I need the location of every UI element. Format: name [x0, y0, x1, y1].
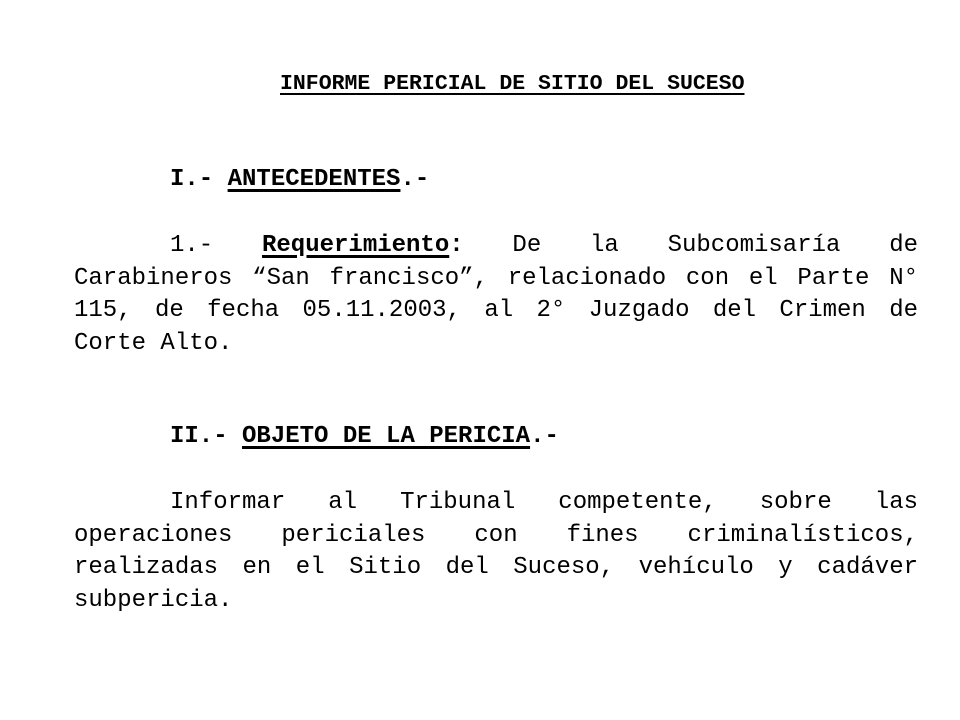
item-label: Requerimiento	[262, 232, 450, 259]
section-heading-suffix: .-	[400, 166, 430, 193]
paragraph-objeto: Informar al Tribunal competente, sobre las operaciones periciales con fines criminalísticos, realizadas en el Sitio del Suceso, vehículo y cadáver subpericia.	[74, 489, 918, 614]
item-number: 1.-	[170, 232, 262, 259]
item-colon: :	[449, 232, 464, 259]
section-number: II.-	[170, 423, 243, 450]
section-heading-objeto	[170, 423, 559, 450]
section-heading-antecedentes	[170, 166, 429, 193]
section-heading-suffix: .-	[530, 423, 559, 450]
section-heading-text: ANTECEDENTES	[227, 166, 401, 193]
paragraph-requerimiento	[74, 230, 918, 360]
document-title: INFORME PERICIAL DE SITIO DEL SUCESO	[280, 72, 745, 96]
item-text: De la Subcomisaría de Carabineros “San francisco”, relacionado con el Parte N° 115, de fecha 05.11.2003, al 2° Juzgado del Crimen de Corte Alto.	[74, 232, 919, 357]
section-heading-text: OBJETO DE LA PERICIA	[242, 423, 531, 450]
section-number: I.-	[170, 166, 228, 193]
